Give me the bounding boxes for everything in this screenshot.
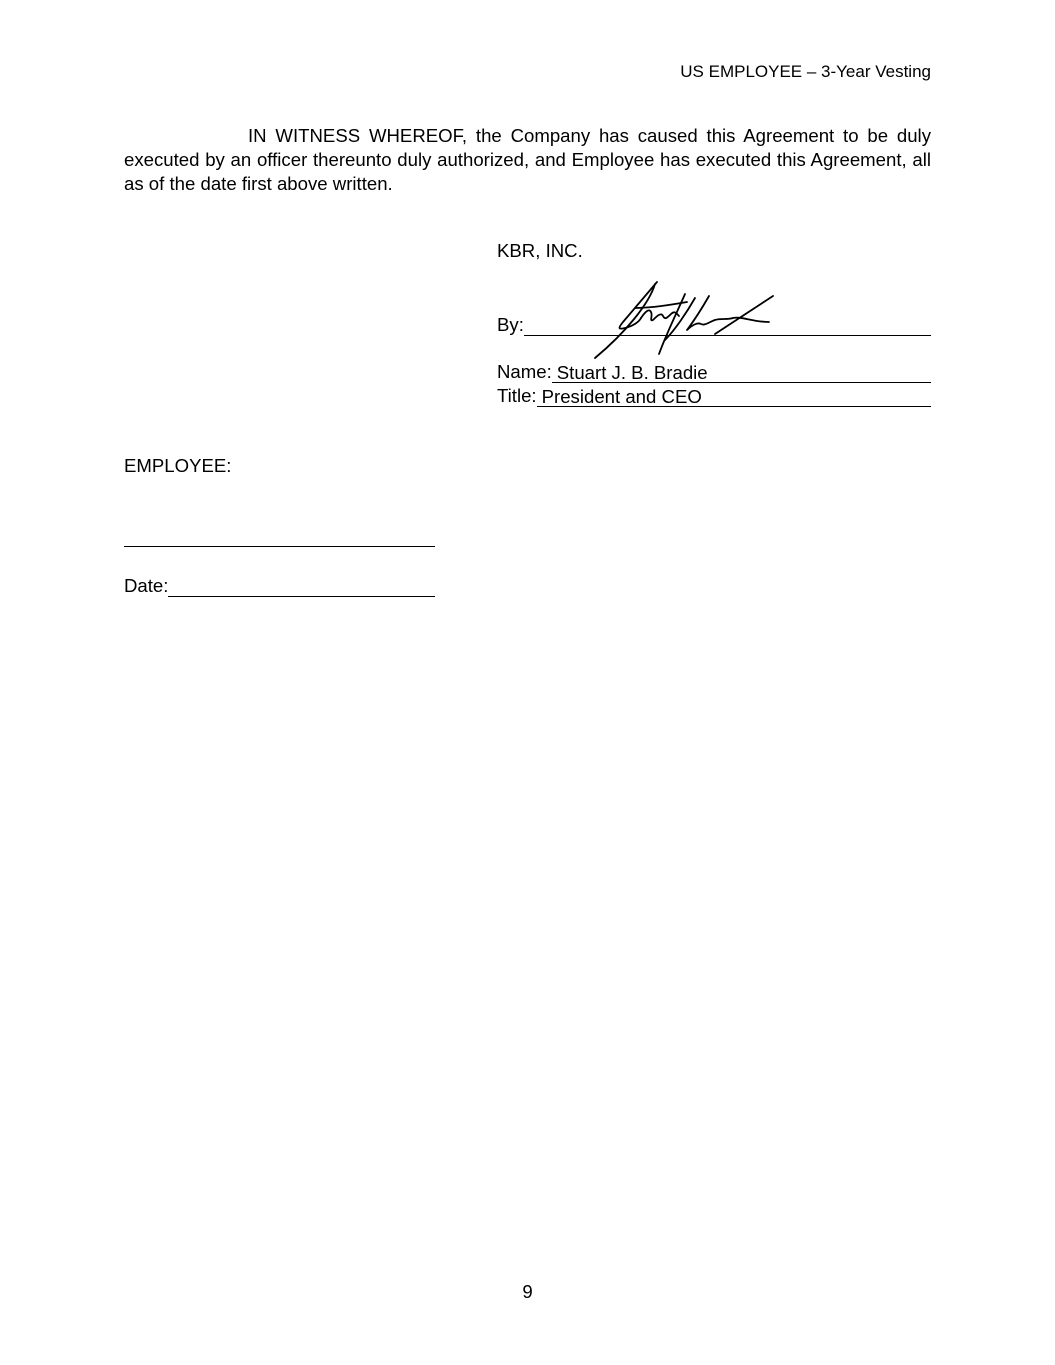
date-row bbox=[124, 573, 435, 597]
date-line[interactable] bbox=[168, 576, 435, 597]
page-number: 9 bbox=[522, 1281, 533, 1302]
employee-signature-line[interactable] bbox=[124, 546, 435, 547]
by-signature-row bbox=[497, 312, 931, 336]
name-label: Name: bbox=[497, 361, 552, 382]
title-line bbox=[537, 386, 931, 407]
company-name: KBR, INC. bbox=[497, 240, 583, 261]
title-value: President and CEO bbox=[541, 386, 702, 407]
title-row bbox=[497, 383, 931, 407]
title-label: Title: bbox=[497, 385, 537, 406]
by-signature-line[interactable] bbox=[524, 315, 931, 336]
witness-paragraph: IN WITNESS WHEREOF, the Company has caused this Agreement to be duly executed by an officer thereunto duly authorized, and Employee has executed this Agreement, all as of the date first above written. bbox=[124, 125, 931, 194]
name-line bbox=[552, 362, 931, 383]
by-label: By: bbox=[497, 314, 524, 335]
employee-label: EMPLOYEE: bbox=[124, 455, 232, 476]
page-header: US EMPLOYEE – 3-Year Vesting bbox=[680, 62, 931, 81]
name-row bbox=[497, 359, 931, 383]
date-label: Date: bbox=[124, 575, 169, 596]
name-value: Stuart J. B. Bradie bbox=[556, 362, 708, 383]
